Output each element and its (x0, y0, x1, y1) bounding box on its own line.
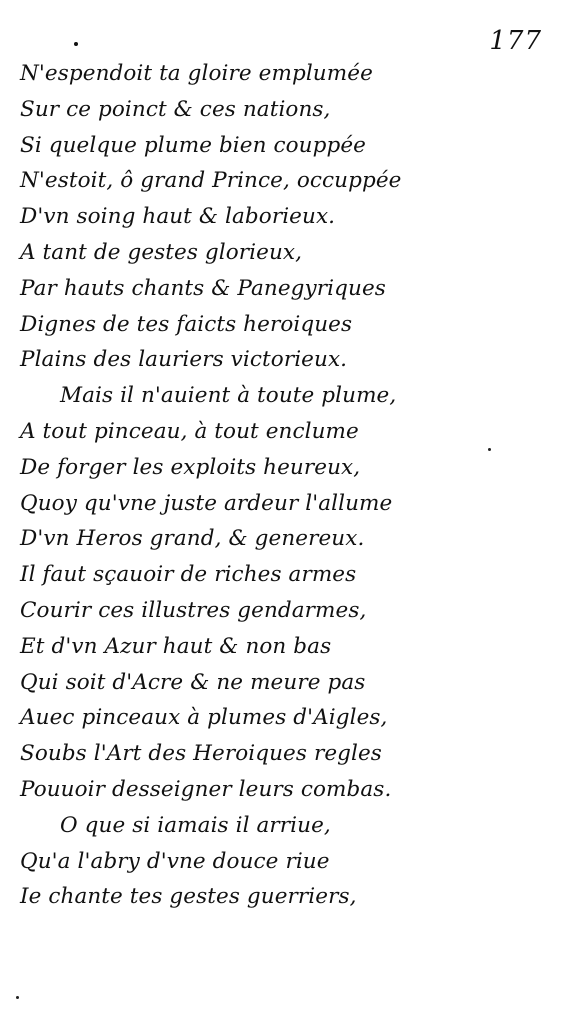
poem-line: Soubs l'Art des Heroiques regles (20, 741, 382, 767)
poem-line: Il faut sçauoir de riches armes (20, 562, 357, 588)
poem-line: Par hauts chants & Panegyriques (20, 275, 386, 301)
poem-line: D'vn soing haut & laborieux. (20, 204, 336, 230)
poem-line: A tout pinceau, à tout enclume (20, 418, 359, 444)
poem-text (20, 56, 540, 915)
stanza-first-line: O que si iamais il arriue, (60, 812, 331, 838)
poem-line: Plains des lauriers victorieux. (20, 347, 348, 373)
poem-line: N'estoit, ô grand Prince, occuppée (20, 168, 402, 194)
poem-line: Courir ces illustres gendarmes, (20, 597, 367, 623)
ink-speck (16, 996, 19, 999)
poem-line: D'vn Heros grand, & genereux. (20, 526, 365, 552)
poem-line: Et d'vn Azur haut & non bas (20, 633, 332, 659)
ink-speck (488, 448, 491, 451)
poem-line: Sur ce poinct & ces nations, (20, 96, 331, 122)
poem-line: A tant de gestes glorieux, (20, 239, 303, 265)
poem-line: Pouuoir desseigner leurs combas. (20, 776, 392, 802)
poem-line: Quoy qu'vne juste ardeur l'allume (20, 490, 393, 516)
poem-line: Qu'a l'abry d'vne douce riue (20, 848, 330, 874)
stanza-first-line: Mais il n'auient à toute plume, (60, 383, 397, 409)
poem-line: Qui soit d'Acre & ne meure pas (20, 669, 366, 695)
poem-line: Auec pinceaux à plumes d'Aigles, (20, 705, 388, 731)
poem-line: De forger les exploits heureux, (20, 454, 361, 480)
poem-line: Dignes de tes faicts heroiques (20, 311, 353, 337)
poem-line: Si quelque plume bien couppée (20, 132, 366, 158)
page-number: 177 (489, 26, 542, 56)
printer-mark (74, 42, 78, 46)
poem-line: N'espendoit ta gloire emplumée (20, 61, 373, 86)
poem-line: Ie chante tes gestes guerriers, (20, 884, 357, 910)
